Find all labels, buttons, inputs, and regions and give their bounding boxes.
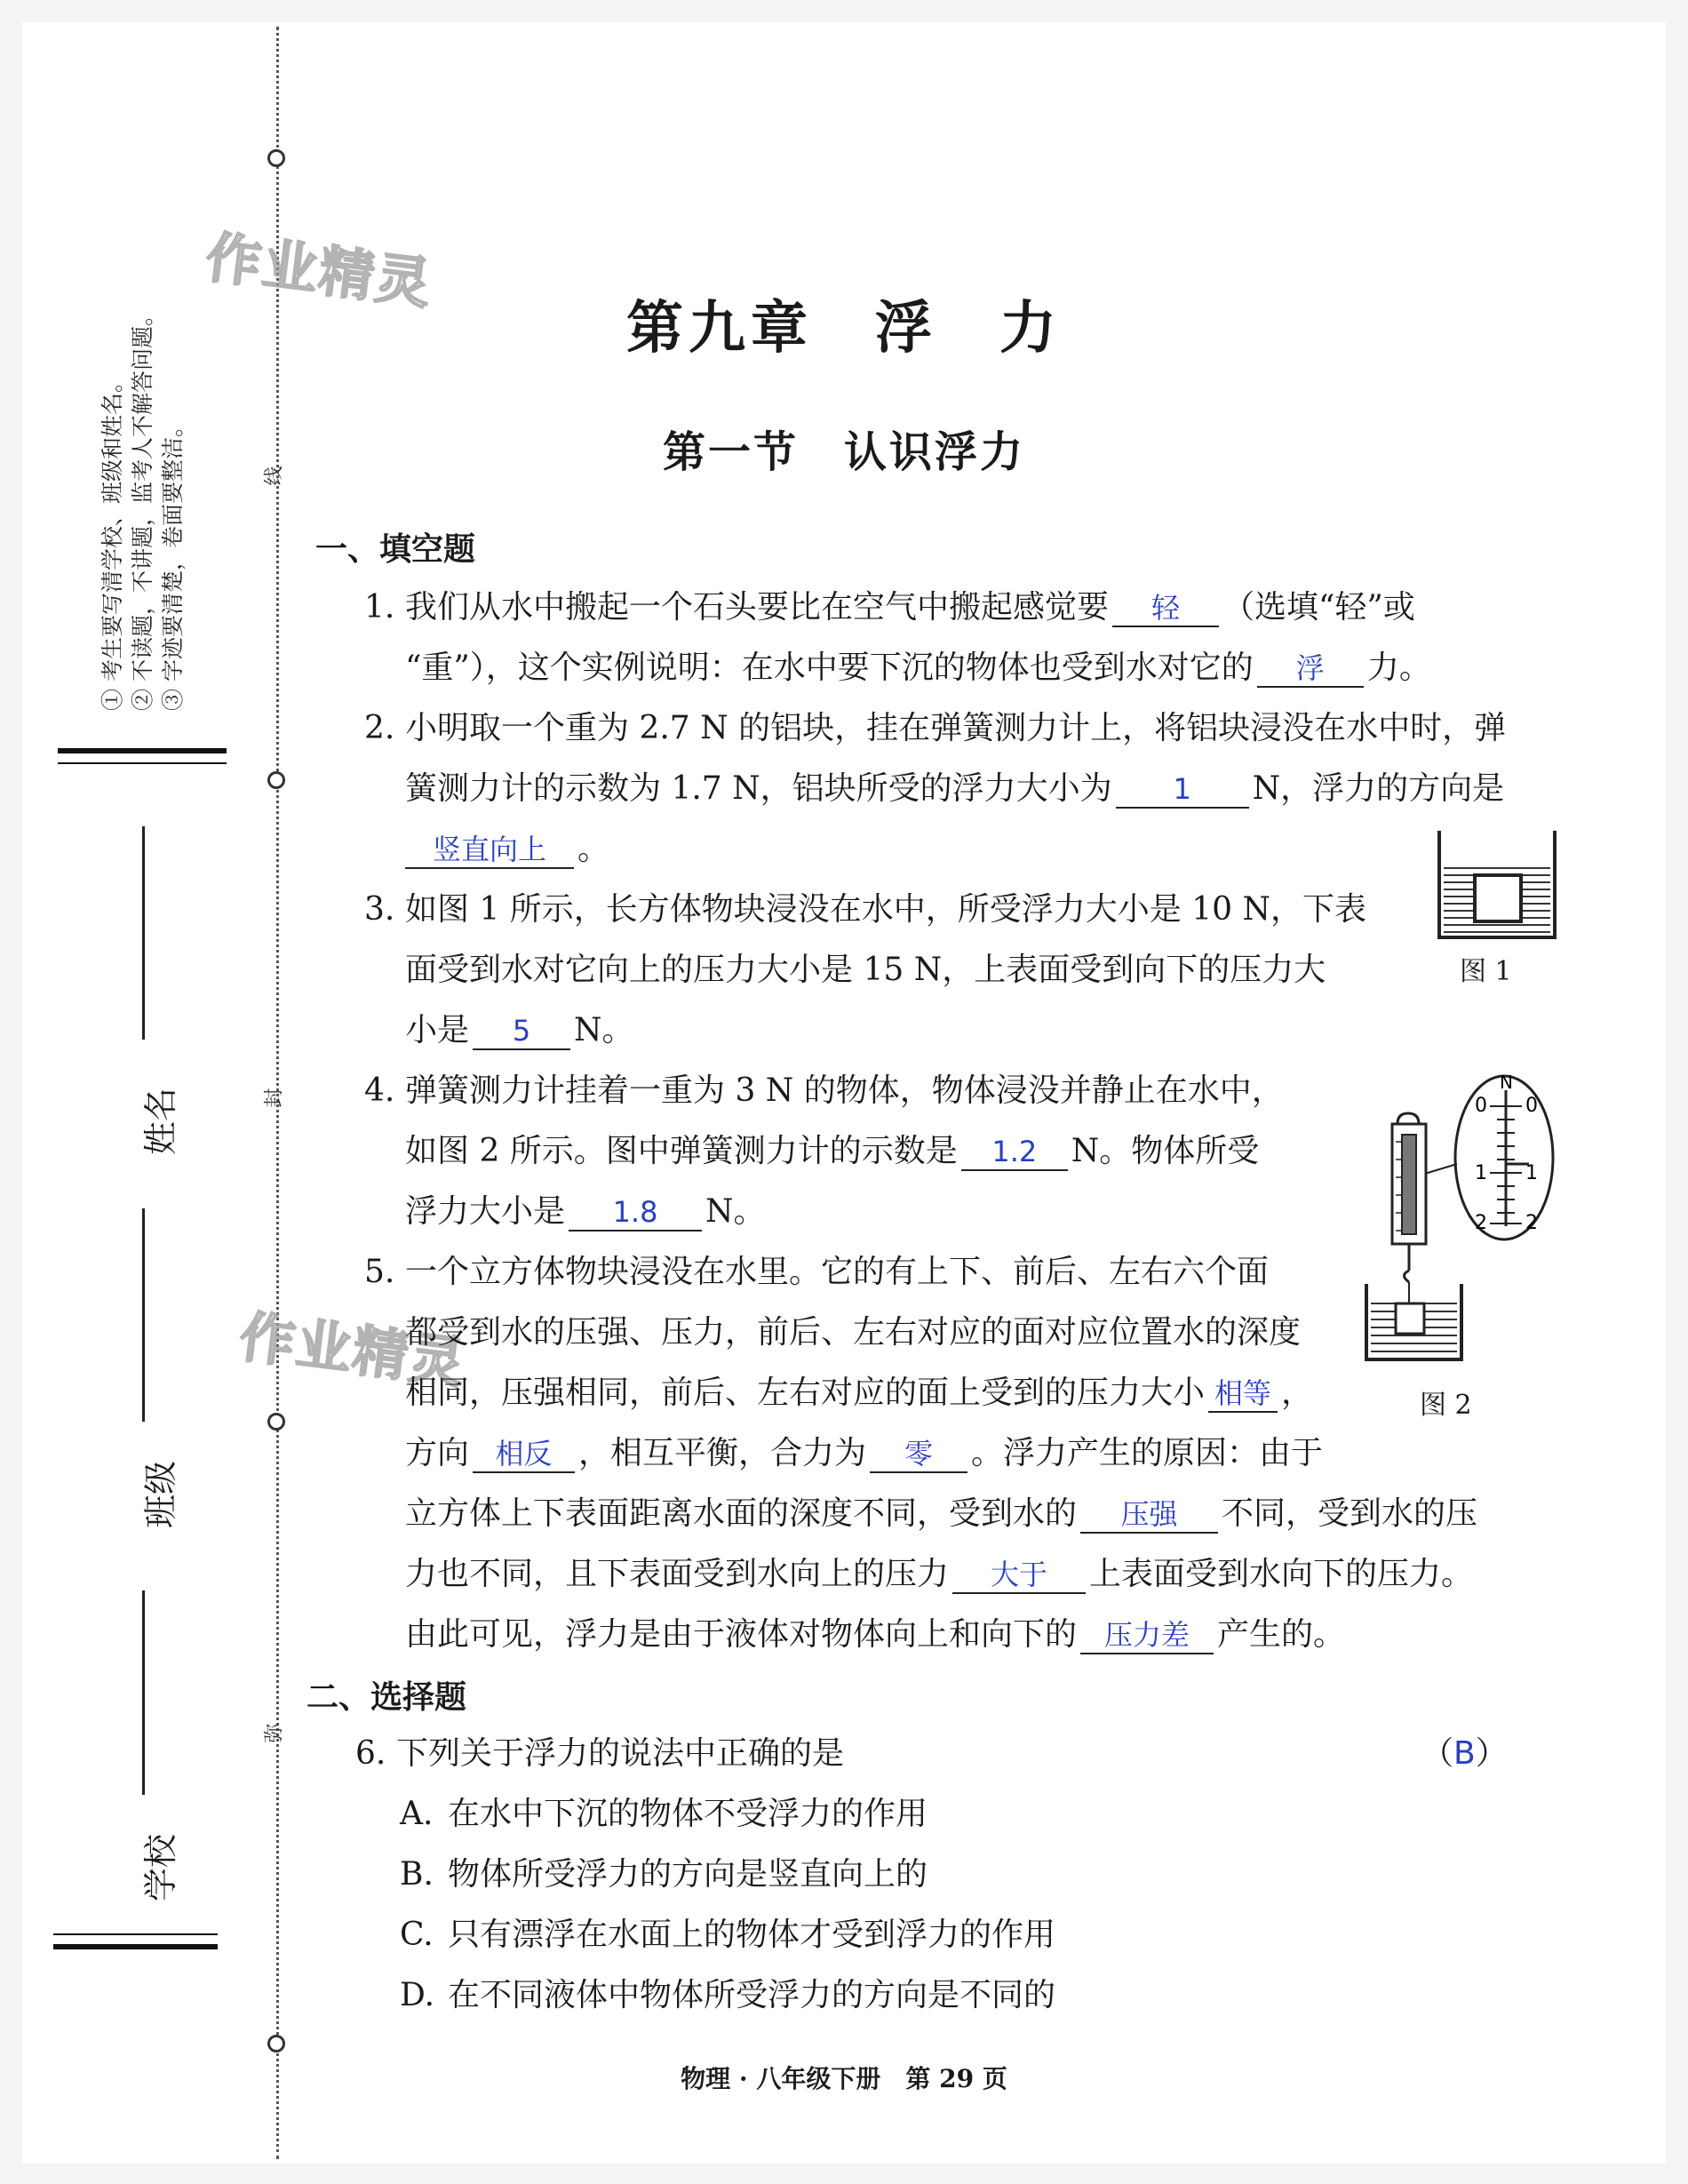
q5-text-a: 一个立方体物块浸没在水里。它的有上下、前后、左右六个面: [405, 1254, 1270, 1290]
q5-line4: [405, 1432, 1323, 1475]
option-text: 物体所受浮力的方向是竖直向上的: [448, 1856, 928, 1893]
q2-text-d: 。: [577, 831, 610, 867]
q6-option-a[interactable]: [400, 1793, 928, 1836]
section-title: 第一节 认识浮力: [662, 427, 1025, 477]
q2-answer-1[interactable]: 1: [1116, 771, 1249, 809]
q6-stem-text: 下列关于浮力的说法中正确的是: [396, 1735, 845, 1772]
binding-hole: [267, 1413, 285, 1431]
q3-text-c: 小是: [405, 1012, 470, 1048]
gauge-tick-label: 1: [1475, 1162, 1487, 1184]
q5-line3: [405, 1372, 1313, 1415]
binding-hole: [267, 771, 285, 789]
gauge-tick-label: 1: [1525, 1162, 1538, 1184]
watermark: 作业精灵: [235, 1303, 470, 1397]
margin-rule: [58, 762, 227, 764]
question-number: 3.: [364, 891, 395, 928]
chapter-title: 第九章 浮 力: [626, 295, 1062, 362]
margin-rule: [58, 748, 227, 753]
option-text: 只有漂浮在水面上的物体才受到浮力的作用: [448, 1917, 1056, 1953]
q5-line1: [364, 1251, 1269, 1294]
q2-answer-2[interactable]: 竖直向上: [405, 832, 574, 869]
q1-line1: [364, 586, 1415, 629]
q3-text-a: 如图 1 所示，长方体物块浸没在水中，所受浮力大小是 10 N，下表: [405, 891, 1366, 928]
q2-line1: [364, 707, 1506, 750]
gauge-tick-label: 2: [1525, 1212, 1538, 1234]
margin-rule: [53, 1933, 218, 1935]
binding-char-seal: 封: [263, 1088, 286, 1108]
q5-line2: [405, 1311, 1301, 1354]
question-number: 1.: [364, 589, 395, 626]
binding-char-close: 弥: [263, 1723, 286, 1743]
q5-text-j: 力也不同，且下表面受到水向上的压力: [405, 1556, 950, 1592]
q2-text-a: 小明取一个重为 2.7 N 的铝块，挂在弹簧测力计上，将铝块浸没在水中时，弹: [405, 710, 1507, 746]
name-label: 姓名: [141, 1087, 180, 1155]
q4-line1: [364, 1070, 1284, 1112]
q4-text-b: 如图 2 所示。图中弹簧测力计的示数是: [405, 1133, 958, 1169]
q5-answer-1[interactable]: 相等: [1208, 1375, 1278, 1413]
q4-text-c: N。物体所受: [1071, 1133, 1260, 1169]
name-fill-line[interactable]: [142, 826, 145, 1040]
q3-text-b: 面受到水对它向上的压力大小是 15 N，上表面受到向下的压力大: [405, 952, 1326, 988]
q1-text-a: 我们从水中搬起一个石头要比在空气中搬起感觉要: [405, 589, 1110, 626]
question-number: 6.: [355, 1735, 386, 1772]
q4-answer-2[interactable]: 1.8: [569, 1194, 702, 1231]
scale-hook: [1405, 1271, 1410, 1282]
watermark: 作业精灵: [202, 224, 436, 317]
binding-hole: [267, 149, 285, 167]
scale-slot: [1402, 1135, 1416, 1234]
q1-text-b: （选填“轻”或: [1222, 589, 1415, 626]
q5-text-g: 。浮力产生的原因：由于: [971, 1435, 1324, 1471]
q5-text-l: 由此可见，浮力是由于液体对物体向上和向下的: [405, 1616, 1078, 1653]
binding-hole: [267, 2035, 285, 2052]
q3-line1: [364, 889, 1366, 931]
option-text: 在水中下沉的物体不受浮力的作用: [448, 1796, 928, 1832]
q5-answer-6[interactable]: 压力差: [1080, 1617, 1214, 1654]
q5-answer-2[interactable]: 相反: [473, 1436, 575, 1473]
figure-1-beaker: [1435, 831, 1559, 942]
q4-text-a: 弹簧测力计挂着一重为 3 N 的物体，物体浸没并静止在水中，: [405, 1072, 1284, 1109]
q4-text-d: 浮力大小是: [405, 1193, 566, 1230]
q4-text-e: N。: [705, 1193, 766, 1230]
gauge-tick-label: 0: [1475, 1095, 1487, 1117]
margin-rule: [53, 1944, 218, 1949]
q5-text-c: 相同，压强相同，前后、左右对应的面上受到的压力大小: [405, 1375, 1206, 1411]
q6-option-b[interactable]: [400, 1853, 928, 1896]
notice-line: ② 不读题，不讲题，监考人不解答问题。: [130, 304, 155, 711]
q6-answer-bracket: [1421, 1733, 1508, 1775]
q1-answer-2[interactable]: 浮: [1257, 650, 1364, 688]
gauge-unit: N: [1500, 1072, 1513, 1093]
q5-text-m: 产生的。: [1217, 1616, 1346, 1653]
q5-text-k: 上表面受到水向下的压力。: [1089, 1556, 1474, 1592]
q1-text-d: 力。: [1366, 650, 1431, 686]
part1-heading: 一、填空题: [315, 530, 476, 568]
question-number: 5.: [364, 1254, 395, 1290]
q5-text-d: ，: [1281, 1375, 1314, 1411]
q6-paren-open: （: [1421, 1735, 1454, 1772]
notice-line: ① 考生要写清学校、班级和姓名。: [100, 371, 125, 711]
scale-hook-top: [1397, 1113, 1419, 1124]
q5-text-i: 不同，受到水的压: [1222, 1495, 1478, 1532]
q6-stem: [355, 1733, 844, 1775]
q4-line3: [405, 1191, 766, 1233]
option-label: B.: [400, 1856, 434, 1893]
q4-line2: [405, 1130, 1259, 1173]
submerged-block: [1475, 875, 1521, 921]
q6-option-c[interactable]: [400, 1914, 1055, 1957]
q5-text-f: ，相互平衡，合力为: [578, 1435, 867, 1471]
q5-text-e: 方向: [405, 1435, 470, 1471]
q1-line2: [405, 647, 1431, 689]
question-number: 4.: [364, 1072, 395, 1109]
q3-text-d: N。: [574, 1012, 634, 1048]
figure-2-label: 图 2: [1420, 1390, 1472, 1421]
q3-line2: [405, 949, 1326, 992]
q4-answer-1[interactable]: 1.2: [961, 1134, 1068, 1171]
gauge-tick-label: 2: [1475, 1212, 1487, 1234]
q5-text-b: 都受到水的压强、压力，前后、左右对应的面对应位置水的深度: [405, 1314, 1302, 1351]
option-label: A.: [400, 1796, 434, 1832]
question-number: 2.: [364, 710, 395, 746]
q6-option-d[interactable]: [400, 1974, 1055, 2017]
binding-char-line: 线: [263, 466, 286, 486]
q6-paren-close: ）: [1475, 1735, 1508, 1772]
q3-line3: [405, 1009, 634, 1052]
q5-answer-4[interactable]: 压强: [1080, 1496, 1218, 1534]
q5-answer-5[interactable]: 大于: [952, 1557, 1086, 1594]
school-fill-line[interactable]: [142, 1590, 145, 1795]
q1-answer-1[interactable]: 轻: [1112, 590, 1219, 627]
option-text: 在不同液体中物体所受浮力的方向是不同的: [448, 1977, 1056, 2013]
class-fill-line[interactable]: [142, 1208, 145, 1422]
gauge-tick-label: 0: [1525, 1095, 1538, 1117]
q5-text-h: 立方体上下表面距离水面的深度不同，受到水的: [405, 1495, 1078, 1532]
q2-line2: [405, 768, 1504, 810]
part2-heading: 二、选择题: [307, 1678, 467, 1716]
class-label: 班级: [141, 1460, 180, 1528]
option-label: D.: [400, 1977, 435, 2013]
q3-answer-1[interactable]: 5: [473, 1013, 570, 1050]
figure-2-spring-scale: [1364, 1071, 1564, 1373]
school-label: 学校: [141, 1833, 180, 1901]
notice-line: ③ 字迹要清楚，卷面要整洁。: [160, 415, 186, 711]
q5-answer-3[interactable]: 零: [870, 1436, 967, 1473]
q2-text-c: N，浮力的方向是: [1252, 770, 1505, 807]
q5-line5: [405, 1493, 1477, 1535]
q2-text-b: 簧测力计的示数为 1.7 N，铝块所受的浮力大小为: [405, 770, 1112, 807]
q6-answer[interactable]: B: [1453, 1735, 1476, 1772]
option-label: C.: [400, 1917, 434, 1953]
q5-line7: [405, 1614, 1345, 1656]
q1-text-c: “重”），这个实例说明：在水中要下沉的物体也受到水对它的: [405, 650, 1254, 686]
hanging-object: [1396, 1303, 1424, 1334]
page-footer: 物理 · 八年级下册 第 29 页: [681, 2064, 1007, 2093]
gauge-zoom-oval: [1455, 1076, 1553, 1239]
q2-line3: [405, 828, 609, 871]
figure-1-label: 图 1: [1460, 956, 1512, 987]
q5-line6: [405, 1553, 1473, 1596]
